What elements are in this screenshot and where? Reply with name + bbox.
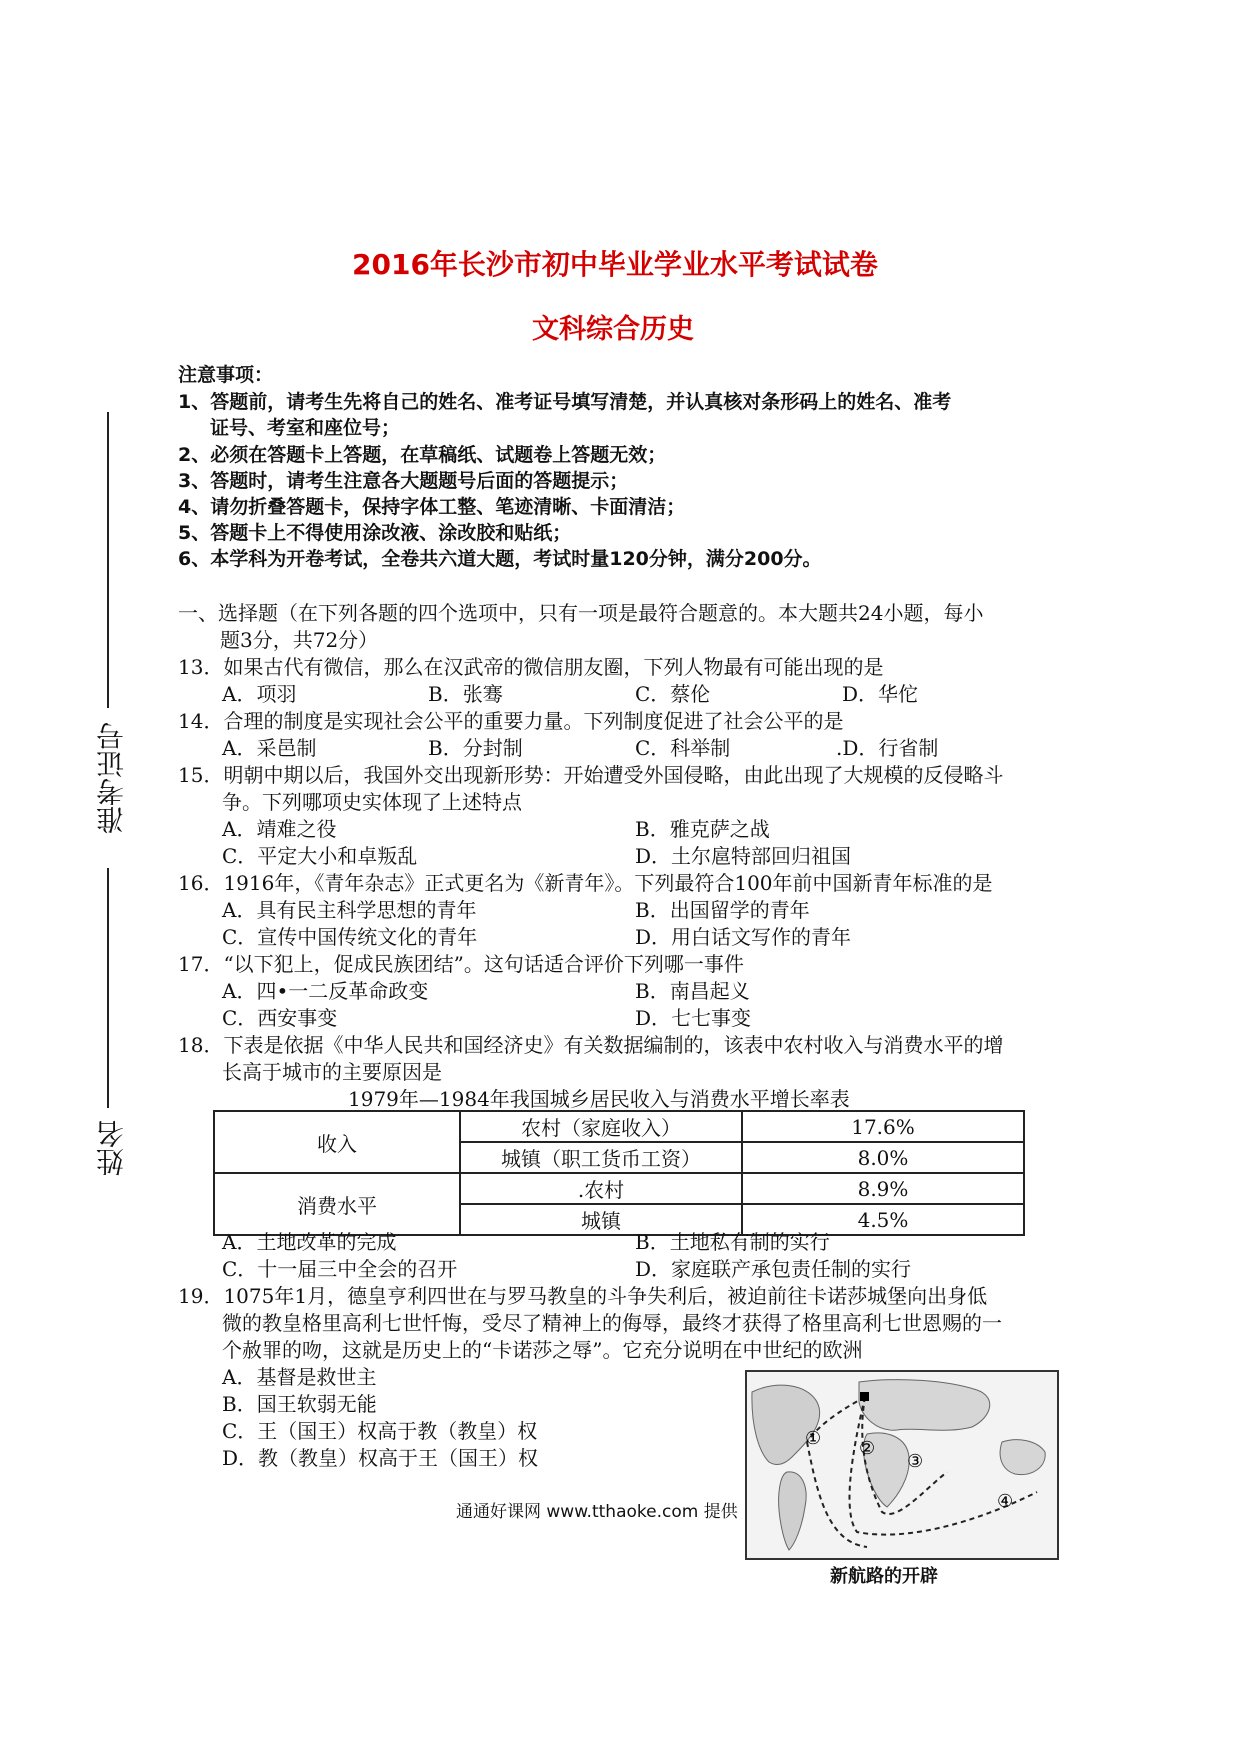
footer-source: 通通好课网 www.tthaoke.com 提供 (456, 1502, 738, 1522)
option-a: A．项羽 (222, 682, 297, 706)
table-row-value: 8.0% (742, 1142, 1024, 1173)
table-group-consumption: 消费水平 (214, 1173, 460, 1235)
route-marker-4: ④ (997, 1491, 1014, 1512)
option-d: D．用白话文写作的青年 (635, 925, 852, 949)
section-heading-cont: 题3分，共72分） (220, 628, 379, 652)
question-stem: 16．1916年，《青年杂志》正式更名为《新青年》。下列最符合100年前中国新青年标准的是 (178, 871, 993, 895)
question-stem-cont: 长高于城市的主要原因是 (222, 1060, 442, 1084)
notice-item: 证号、考室和座位号； (210, 417, 401, 439)
table-row-label: 城镇（职工货币工资） (460, 1142, 742, 1173)
table-row-label: 农村（家庭收入） (460, 1111, 742, 1142)
question-stem: 14．合理的制度是实现社会公平的重要力量。下列制度促进了社会公平的是 (178, 709, 844, 733)
question-stem-cont: 个赦罪的吻，这就是历史上的“卡诺莎之辱”。它充分说明在中世纪的欧洲 (222, 1338, 863, 1362)
option-d: D．家庭联产承包责任制的实行 (635, 1257, 912, 1281)
route-marker-2: ② (859, 1438, 876, 1459)
table-row-label: 城镇 (460, 1204, 742, 1235)
section-heading: 一、选择题（在下列各题的四个选项中，只有一项是最符合题意的。本大题共24小题，每小 (178, 601, 984, 625)
table-row-value: 17.6% (742, 1111, 1024, 1142)
option-a: A．采邑制 (222, 736, 317, 760)
exam-title: 2016年长沙市初中毕业学业水平考试试卷 (352, 248, 878, 281)
world-map-illustration (747, 1372, 1057, 1558)
notice-heading: 注意事项： (178, 364, 274, 386)
option-d: D．七七事变 (635, 1006, 752, 1030)
id-underline (107, 412, 109, 708)
option-b: B．南昌起义 (635, 979, 750, 1003)
start-point-marker (860, 1392, 869, 1401)
option-c: C．宣传中国传统文化的青年 (222, 925, 478, 949)
option-a: A．土地改革的完成 (222, 1230, 397, 1254)
table-row-label: .农村 (460, 1173, 742, 1204)
table-row-value: 4.5% (742, 1204, 1024, 1235)
exam-subtitle: 文科综合历史 (532, 314, 694, 345)
option-b: B．出国留学的青年 (635, 898, 810, 922)
question-stem: 17．“以下犯上，促成民族团结”。这句话适合评价下列哪一事件 (178, 952, 744, 976)
route-marker-1: ① (805, 1428, 822, 1449)
option-c: C．科举制 (635, 736, 731, 760)
question-stem: 19．1075年1月，德皇亨利四世在与罗马教皇的斗争失利后，被迫前往卡诺莎城堡向出身低 (178, 1284, 988, 1308)
question-stem: 18．下表是依据《中华人民共和国经济史》有关数据编制的，该表中农村收入与消费水平的增 (178, 1033, 1004, 1057)
question-stem: 13．如果古代有微信，那么在汉武帝的微信朋友圈，下列人物最有可能出现的是 (178, 655, 884, 679)
option-d: D．华佗 (842, 682, 919, 706)
notice-item: 3、答题时，请考生注意各大题题号后面的答题提示； (178, 470, 629, 492)
option-c: C．平定大小和卓叛乱 (222, 844, 418, 868)
option-b: B．雅克萨之战 (635, 817, 770, 841)
new-sea-routes-map (745, 1370, 1059, 1560)
route-marker-3: ③ (907, 1451, 924, 1472)
option-b: B．国王软弱无能 (222, 1392, 377, 1416)
table-row-value: 8.9% (742, 1173, 1024, 1204)
option-d: .D．行省制 (836, 736, 939, 760)
option-c: C．王（国王）权高于教（教皇）权 (222, 1419, 538, 1443)
option-c: C．西安事变 (222, 1006, 338, 1030)
option-d: D．土尔扈特部回归祖国 (635, 844, 852, 868)
option-a: A．基督是救世主 (222, 1365, 377, 1389)
notice-item: 1、答题前，请考生先将自己的姓名、准考证号填写清楚，并认真核对条形码上的姓名、准考 (178, 391, 952, 413)
option-a: A．靖难之役 (222, 817, 337, 841)
option-b: B．张骞 (428, 682, 503, 706)
growth-rate-table (213, 1110, 1025, 1236)
table-caption: 1979年—1984年我国城乡居民收入与消费水平增长率表 (348, 1087, 850, 1111)
question-stem-cont: 微的教皇格里高利七世忏悔，受尽了精神上的侮辱，最终才获得了格里高利七世恩赐的一 (222, 1311, 1002, 1335)
option-b: B．土地私有制的实行 (635, 1230, 830, 1254)
option-d: D．教（教皇）权高于王（国王）权 (222, 1446, 539, 1470)
table-group-income: 收入 (214, 1111, 460, 1173)
notice-item: 5、答题卡上不得使用涂改液、涂改胶和贴纸； (178, 522, 572, 544)
name-label: 姓名 (95, 1120, 128, 1176)
question-stem-cont: 争。下列哪项史实体现了上述特点 (222, 790, 522, 814)
notice-item: 6、本学科为开卷考试，全卷共六道大题，考试时量120分钟，满分200分。 (178, 548, 822, 570)
notice-item: 4、请勿折叠答题卡，保持字体工整、笔迹清晰、卡面清洁； (178, 496, 686, 518)
option-b: B．分封制 (428, 736, 523, 760)
id-label: 准考证号 (95, 722, 128, 834)
notice-item: 2、必须在答题卡上答题，在草稿纸、试题卷上答题无效； (178, 444, 667, 466)
option-a: A．具有民主科学思想的青年 (222, 898, 477, 922)
question-stem: 15．明朝中期以后，我国外交出现新形势：开始遭受外国侵略，由此出现了大规模的反侵略斗 (178, 763, 1004, 787)
option-c: C．十一届三中全会的召开 (222, 1257, 458, 1281)
option-c: C．蔡伦 (635, 682, 711, 706)
option-a: A．四•一二反革命政变 (222, 979, 429, 1003)
name-underline (107, 868, 109, 1108)
map-caption: 新航路的开辟 (830, 1566, 938, 1587)
